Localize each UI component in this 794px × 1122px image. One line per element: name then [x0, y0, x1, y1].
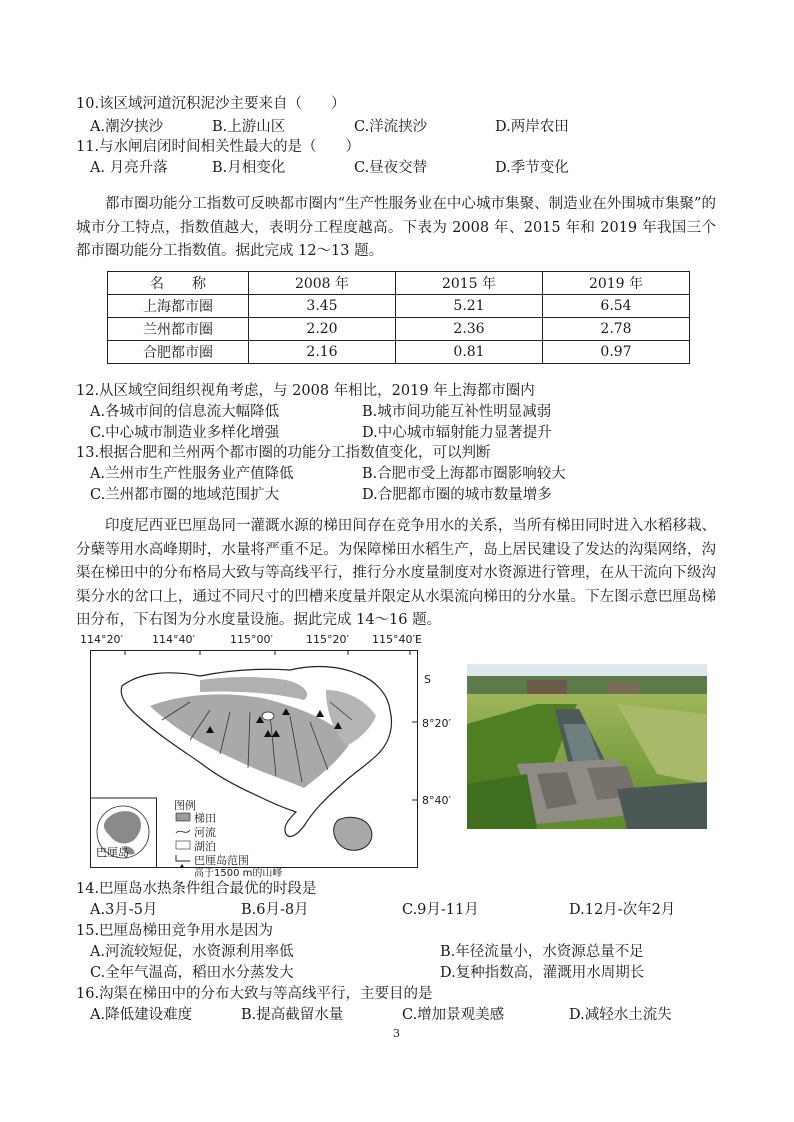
- q15-stem: 15.巴厘岛梯田竞争用水是因为: [76, 923, 274, 939]
- table-cell: 上海都市圈: [108, 295, 249, 318]
- legend-boundary: 巴厘岛范围: [194, 854, 249, 867]
- lon-label: 115°20′: [306, 633, 349, 646]
- q16-stem: 16.沟渠在梯田中的分布大致与等高线平行，主要目的是: [76, 986, 433, 1002]
- lat-label: 8°40′: [422, 794, 451, 807]
- table-cell: 0.97: [543, 341, 690, 364]
- passage-bali: 印度尼西亚巴厘岛同一灌溉水源的梯田间存在竞争用水的关系，当所有梯田同时进入水稻移栽、分蘖等用水高峰期时，水量将严重不足。为保障梯田水稻生产，岛上居民建设了发达的沟渠网络，沟渠在梯田中的分布格局大致与等高线平行，推行分水度量制度对水资源进行管理，在从干流向下级沟渠分水的岔口上，通过不同尺寸的凹槽来度量并限定从水渠流向梯田的分水量。下左图示意巴厘岛梯田分布，下右图为分水度量设施。据此完成 14～16 题。: [76, 518, 716, 628]
- q11-stem: 11.与水闸启闭时间相关性最大的是（ ）: [76, 139, 361, 155]
- q10-option-d: D.两岸农田: [495, 119, 569, 135]
- q14-option-d: D.12月-次年2月: [569, 902, 676, 918]
- passage-metropolitan: 都市圈功能分工指数可反映都市圈内“生产性服务业在中心城市集聚、制造业在外围城市集聚”的城市分工特点，指数值越大，表明分工程度越高。下表为 2008 年、2015 年和 2019 年我国三个都市圈功能分工指数值。据此完成 12～13 题。: [76, 196, 716, 259]
- table-cell: 合肥都市圈: [108, 341, 249, 364]
- q10-stem: 10.该区域河道沉积泥沙主要来自（ ）: [76, 96, 346, 112]
- inset-label: 巴厘岛: [96, 846, 129, 859]
- lat-label: 8°20′: [422, 717, 451, 730]
- q13-stem: 13.根据合肥和兰州两个都市圈的功能分工指数值变化，可以判断: [76, 445, 491, 461]
- division-index-table: [107, 271, 690, 364]
- q12-option-a: A.各城市间的信息流大幅降低: [90, 404, 280, 420]
- lon-label: 115°00′: [230, 633, 273, 646]
- table-header-row: [108, 272, 690, 295]
- q16-option-d: D.减轻水土流失: [569, 1007, 672, 1023]
- table-cell: 5.21: [396, 295, 543, 318]
- q15-option-a: A.河流较短促，水资源利用率低: [90, 944, 294, 960]
- bali-terrace-map: [80, 633, 451, 879]
- q15-option-b: B.年径流量小，水资源总量不足: [440, 944, 644, 960]
- south-label: S: [424, 673, 431, 686]
- lon-label: 114°40′: [152, 633, 195, 646]
- legend-river: 河流: [194, 826, 216, 839]
- q11-option-b: B.月相变化: [212, 160, 286, 176]
- table-cell: 0.81: [396, 341, 543, 364]
- q12-option-c: C.中心城市制造业多样化增强: [90, 425, 280, 441]
- q12-option-b: B.城市间功能互补性明显减弱: [362, 404, 552, 420]
- legend-lake: 湖泊: [194, 840, 216, 853]
- q14-stem: 14.巴厘岛水热条件组合最优的时段是: [76, 881, 317, 897]
- table-cell: 兰州都市圈: [108, 318, 249, 341]
- table-cell: 3.45: [249, 295, 396, 318]
- q11-option-d: D.季节变化: [495, 160, 569, 176]
- table-cell: 6.54: [543, 295, 690, 318]
- table-cell: 2.16: [249, 341, 396, 364]
- table-header-cell: 2019 年: [543, 272, 690, 295]
- q13-option-b: B.合肥市受上海都市圈影响较大: [362, 466, 566, 482]
- q12-stem: 12.从区域空间组织视角考虑，与 2008 年相比，2019 年上海都市圈内: [76, 383, 535, 399]
- table-row: [108, 341, 690, 364]
- q16-option-b: B.提高截留水量: [241, 1007, 344, 1023]
- table-row: [108, 295, 690, 318]
- map-frame: [90, 650, 418, 868]
- water-division-photo: [467, 664, 707, 829]
- legend-terrace: 梯田: [194, 812, 216, 825]
- q12-option-d: D.中心城市辐射能力显著提升: [362, 425, 552, 441]
- table-header-cell: 名 称: [108, 272, 249, 295]
- q15-option-d: D.复种指数高，灌溉用水周期长: [440, 965, 645, 981]
- q13-option-d: D.合肥都市圈的城市数量增多: [362, 487, 552, 503]
- q14-option-c: C.9月-11月: [402, 902, 479, 918]
- q14-option-b: B.6月-8月: [241, 902, 309, 918]
- q15-option-c: C.全年气温高，稻田水分蒸发大: [90, 965, 294, 981]
- q10-option-c: C.洋流挟沙: [354, 119, 428, 135]
- q11-option-a: A. 月亮升落: [90, 160, 168, 176]
- table-cell: 2.20: [249, 318, 396, 341]
- q14-option-a: A.3月-5月: [90, 902, 158, 918]
- lon-label: 114°20′: [80, 633, 123, 646]
- q16-option-a: A.降低建设难度: [90, 1007, 193, 1023]
- q10-option-b: B.上游山区: [212, 119, 286, 135]
- lon-label: 115°40′E: [372, 633, 422, 646]
- table-header-cell: 2015 年: [396, 272, 543, 295]
- q10-option-a: A.潮汐挟沙: [90, 119, 164, 135]
- q13-option-c: C.兰州都市圈的地域范围扩大: [90, 487, 280, 503]
- q11-option-c: C.昼夜交替: [354, 160, 428, 176]
- q13-option-a: A.兰州市生产性服务业产值降低: [90, 466, 294, 482]
- table-header-cell: 2008 年: [249, 272, 396, 295]
- q16-option-c: C.增加景观美感: [402, 1007, 505, 1023]
- table-row: [108, 318, 690, 341]
- table-cell: 2.36: [396, 318, 543, 341]
- legend-title: 图例: [174, 799, 196, 812]
- legend-peak: 高于1500 m的山峰: [194, 868, 283, 879]
- table-cell: 2.78: [543, 318, 690, 341]
- page-number: 3: [393, 1027, 400, 1040]
